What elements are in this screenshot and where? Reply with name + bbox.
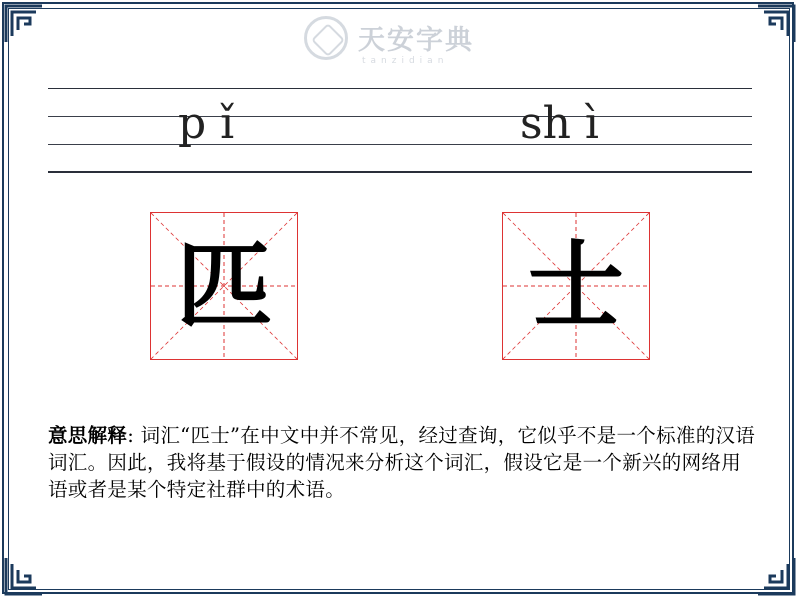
hanzi-2: 士 [528, 230, 624, 342]
pinyin-1: p ǐ [178, 98, 235, 149]
logo-subtitle: tanzidian [362, 56, 449, 66]
meaning-paragraph [48, 422, 758, 503]
site-logo [300, 14, 500, 70]
meaning-text: : 词汇“匹士”在中文中并不常见，经过查询，它似乎不是一个标准的汉语词汇。因此，我将基于假设的情况来分析这个词汇，假设它是一个新兴的网络用语或者是某个特定社群中的术语。 [48, 424, 756, 501]
hanzi-1: 匹 [176, 230, 272, 342]
corner-ornament [4, 4, 44, 44]
logo-name: 天安字典 [358, 25, 474, 56]
corner-ornament [756, 556, 796, 596]
corner-ornament [756, 4, 796, 44]
staff-line [48, 144, 752, 145]
pinyin-2: sh ì [520, 98, 599, 149]
meaning-label: 意思解释 [48, 424, 128, 447]
staff-line [48, 88, 752, 89]
character-grid-1 [150, 212, 298, 360]
staff-line [48, 116, 752, 117]
logo-seal-icon [304, 16, 348, 60]
corner-ornament [4, 556, 44, 596]
pinyin-staff [48, 88, 752, 172]
character-grid-2 [502, 212, 650, 360]
staff-line [48, 171, 752, 173]
